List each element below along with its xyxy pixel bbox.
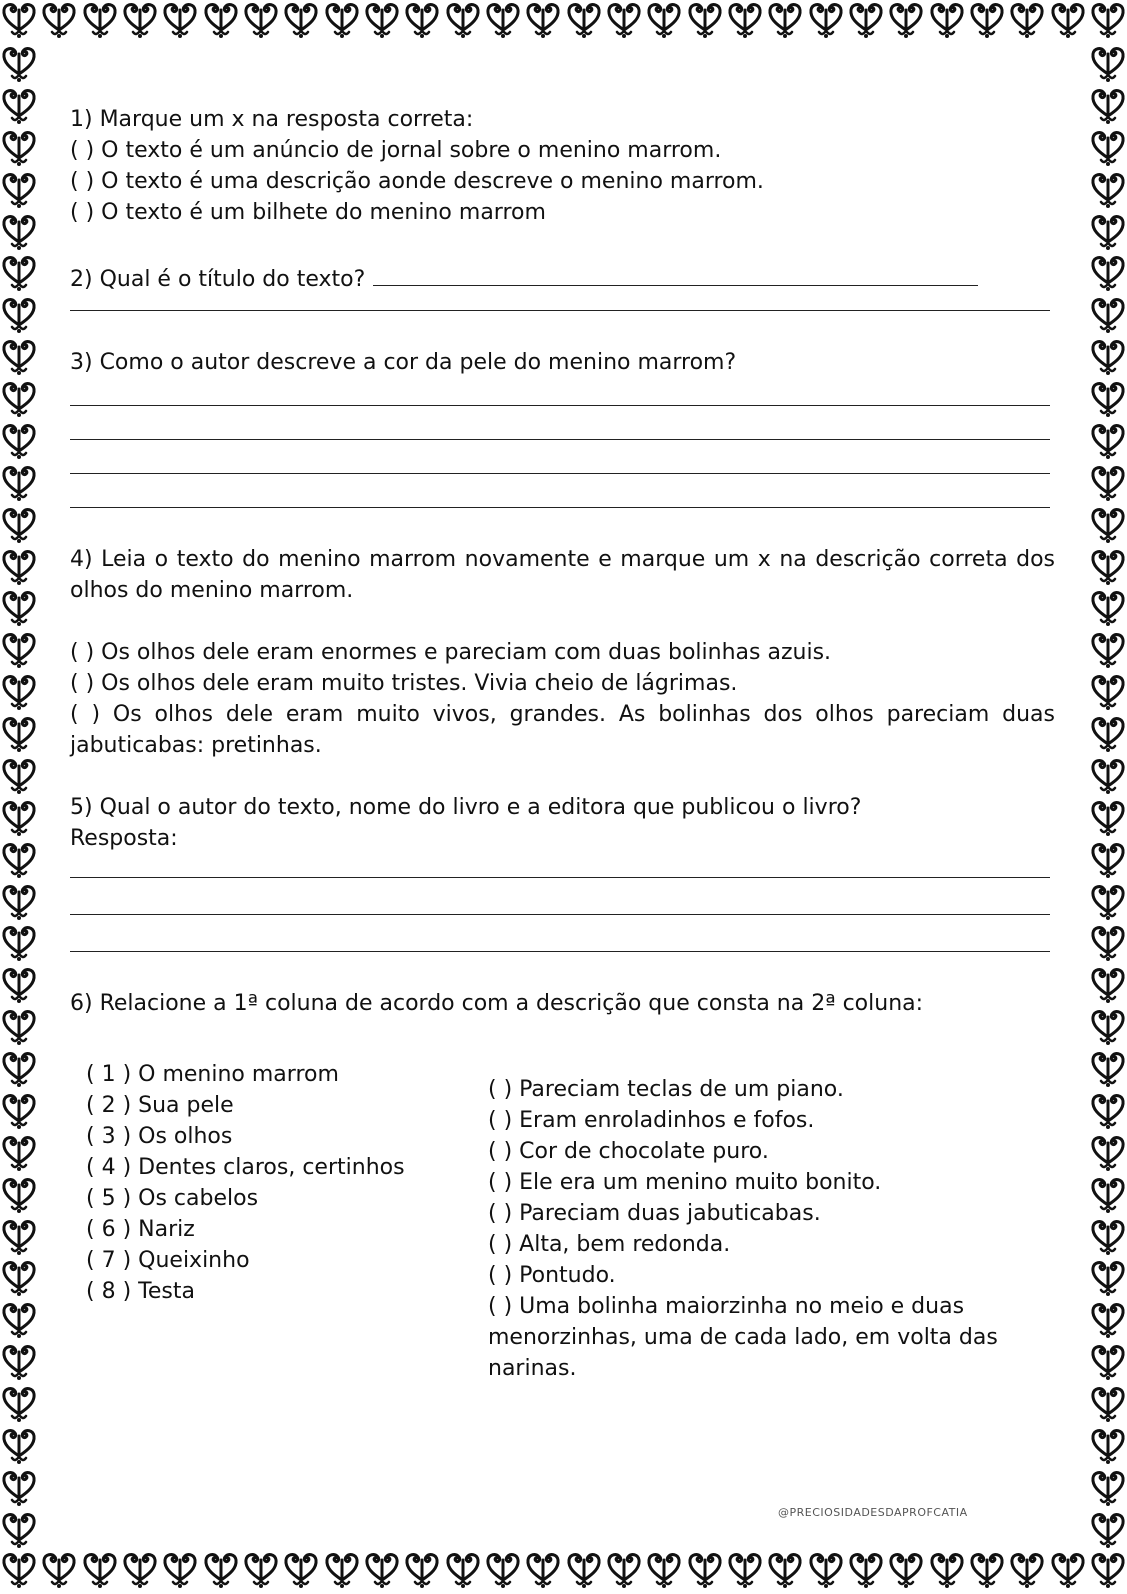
heart-swirl-icon (0, 1091, 38, 1131)
heart-swirl-icon (444, 0, 482, 40)
heart-swirl-icon (1089, 86, 1127, 126)
heart-swirl-icon (1089, 756, 1127, 796)
heart-swirl-icon (282, 1550, 320, 1590)
heart-swirl-icon (1089, 253, 1127, 293)
option-1a[interactable]: ( ) O texto é um anúncio de jornal sobre o menino marrom. (70, 138, 722, 163)
question-3: 3) Como o autor descreve a cor da pele do menino marrom? (70, 350, 737, 375)
heart-swirl-icon (0, 923, 38, 963)
heart-swirl-icon (726, 0, 764, 40)
heart-swirl-icon (1089, 1510, 1127, 1550)
heart-swirl-icon (1089, 1133, 1127, 1173)
heart-swirl-icon (968, 0, 1006, 40)
heart-swirl-icon (0, 1175, 38, 1215)
column-2 (488, 1074, 1033, 1384)
heart-swirl-icon (323, 0, 361, 40)
col2-item[interactable]: ( ) Pontudo. (488, 1263, 616, 1288)
col1-item: ( 5 ) Os cabelos (86, 1186, 259, 1211)
column-1 (86, 1059, 486, 1307)
question-5: 5) Qual o autor do texto, nome do livro e a editora que publicou o livro? (70, 795, 862, 820)
heart-swirl-icon (887, 0, 925, 40)
answer-label: Resposta: (70, 826, 178, 851)
heart-swirl-icon (1089, 1384, 1127, 1424)
heart-swirl-icon (1089, 923, 1127, 963)
option-4b[interactable]: ( ) Os olhos dele eram muito tristes. Vivia cheio de lágrimas. (70, 671, 738, 696)
heart-swirl-icon (0, 170, 38, 210)
heart-swirl-icon (0, 421, 38, 461)
option-1c[interactable]: ( ) O texto é um bilhete do menino marrom (70, 200, 546, 225)
heart-swirl-icon (1089, 1426, 1127, 1466)
heart-swirl-icon (0, 1258, 38, 1298)
heart-swirl-icon (0, 86, 38, 126)
heart-swirl-icon (1008, 0, 1046, 40)
heart-swirl-icon (1008, 1550, 1046, 1590)
worksheet (70, 104, 1055, 1389)
question-1: 1) Marque um x na resposta correta: (70, 107, 474, 132)
option-4c[interactable]: ( ) Os olhos dele eram muito vivos, grandes. As bolinhas dos olhos pareciam duas jabuticabas: pretinhas. (70, 702, 1055, 758)
heart-swirl-icon (1089, 1049, 1127, 1089)
heart-swirl-icon (1089, 1175, 1127, 1215)
heart-swirl-icon (81, 1550, 119, 1590)
heart-swirl-icon (0, 295, 38, 335)
heart-swirl-icon (81, 0, 119, 40)
heart-swirl-icon (1089, 44, 1127, 84)
heart-swirl-icon (686, 0, 724, 40)
heart-swirl-icon (565, 0, 603, 40)
heart-swirl-icon (1089, 588, 1127, 628)
heart-swirl-icon (968, 1550, 1006, 1590)
heart-swirl-icon (0, 0, 38, 40)
heart-swirl-icon (565, 1550, 603, 1590)
col1-item: ( 6 ) Nariz (86, 1217, 195, 1242)
option-1b[interactable]: ( ) O texto é uma descrição aonde descreve o menino marrom. (70, 169, 764, 194)
question-2-text: 2) Qual é o título do texto? (70, 267, 366, 292)
heart-swirl-icon (0, 547, 38, 587)
heart-swirl-icon (847, 0, 885, 40)
heart-swirl-icon (0, 379, 38, 419)
heart-swirl-icon (0, 1468, 38, 1508)
col2-item[interactable]: ( ) Cor de chocolate puro. (488, 1139, 769, 1164)
heart-swirl-icon (1089, 463, 1127, 503)
heart-swirl-icon (0, 44, 38, 84)
heart-swirl-icon (1089, 212, 1127, 252)
heart-swirl-icon (0, 588, 38, 628)
heart-swirl-icon (0, 1384, 38, 1424)
heart-swirl-icon (1089, 421, 1127, 461)
heart-swirl-icon (1089, 714, 1127, 754)
heart-swirl-icon (1089, 1300, 1127, 1340)
heart-swirl-icon (1089, 0, 1127, 40)
heart-swirl-icon (645, 0, 683, 40)
answer-line[interactable] (373, 263, 978, 286)
heart-swirl-icon (1089, 1217, 1127, 1257)
heart-swirl-icon (524, 0, 562, 40)
option-4a[interactable]: ( ) Os olhos dele eram enormes e pareciam com duas bolinhas azuis. (70, 640, 832, 665)
heart-swirl-icon (1089, 170, 1127, 210)
heart-swirl-icon (323, 1550, 361, 1590)
heart-swirl-icon (0, 1133, 38, 1173)
question-2 (70, 263, 1055, 295)
heart-swirl-icon (0, 1510, 38, 1550)
col2-item[interactable]: ( ) Eram enroladinhos e fofos. (488, 1108, 815, 1133)
heart-swirl-icon (605, 0, 643, 40)
heart-swirl-icon (1089, 882, 1127, 922)
heart-swirl-icon (1089, 965, 1127, 1005)
heart-swirl-icon (0, 840, 38, 880)
heart-swirl-icon (1089, 840, 1127, 880)
col1-item: ( 2 ) Sua pele (86, 1093, 234, 1118)
question-4: 4) Leia o texto do menino marrom novamente e marque um x na descrição correta dos olhos do menino marrom. (70, 547, 1055, 603)
border-left (0, 44, 38, 1550)
heart-swirl-icon (1089, 798, 1127, 838)
heart-swirl-icon (1089, 1258, 1127, 1298)
heart-swirl-icon (1089, 1091, 1127, 1131)
heart-swirl-icon (1089, 1007, 1127, 1047)
col1-item: ( 4 ) Dentes claros, certinhos (86, 1155, 405, 1180)
col1-item: ( 8 ) Testa (86, 1279, 195, 1304)
heart-swirl-icon (363, 1550, 401, 1590)
heart-swirl-icon (1049, 1550, 1087, 1590)
heart-swirl-icon (161, 0, 199, 40)
heart-swirl-icon (605, 1550, 643, 1590)
heart-swirl-icon (202, 1550, 240, 1590)
heart-swirl-icon (0, 1217, 38, 1257)
heart-swirl-icon (1089, 672, 1127, 712)
heart-swirl-icon (1049, 0, 1087, 40)
heart-swirl-icon (282, 0, 320, 40)
heart-swirl-icon (0, 1007, 38, 1047)
col2-item[interactable]: ( ) Ele era um menino muito bonito. (488, 1170, 882, 1195)
col1-item: ( 1 ) O menino marrom (86, 1062, 339, 1087)
heart-swirl-icon (928, 0, 966, 40)
heart-swirl-icon (403, 1550, 441, 1590)
heart-swirl-icon (847, 1550, 885, 1590)
heart-swirl-icon (0, 463, 38, 503)
heart-swirl-icon (0, 1049, 38, 1089)
heart-swirl-icon (0, 756, 38, 796)
heart-swirl-icon (524, 1550, 562, 1590)
heart-swirl-icon (766, 1550, 804, 1590)
heart-swirl-icon (0, 337, 38, 377)
heart-swirl-icon (0, 882, 38, 922)
border-right (1089, 44, 1127, 1550)
heart-swirl-icon (0, 1300, 38, 1340)
heart-swirl-icon (1089, 1468, 1127, 1508)
heart-swirl-icon (484, 1550, 522, 1590)
heart-swirl-icon (161, 1550, 199, 1590)
heart-swirl-icon (121, 1550, 159, 1590)
heart-swirl-icon (807, 1550, 845, 1590)
col2-item[interactable]: ( ) Pareciam duas jabuticabas. (488, 1201, 821, 1226)
heart-swirl-icon (484, 0, 522, 40)
heart-swirl-icon (766, 0, 804, 40)
heart-swirl-icon (0, 505, 38, 545)
heart-swirl-icon (807, 0, 845, 40)
heart-swirl-icon (1089, 630, 1127, 670)
heart-swirl-icon (0, 630, 38, 670)
heart-swirl-icon (242, 1550, 280, 1590)
heart-swirl-icon (0, 1342, 38, 1382)
heart-swirl-icon (1089, 505, 1127, 545)
heart-swirl-icon (645, 1550, 683, 1590)
heart-swirl-icon (928, 1550, 966, 1590)
col2-item[interactable]: ( ) Alta, bem redonda. (488, 1232, 731, 1257)
heart-swirl-icon (0, 128, 38, 168)
heart-swirl-icon (1089, 379, 1127, 419)
heart-swirl-icon (0, 253, 38, 293)
col2-item[interactable]: ( ) Pareciam teclas de um piano. (488, 1077, 844, 1102)
heart-swirl-icon (0, 1550, 38, 1590)
col1-item: ( 3 ) Os olhos (86, 1124, 233, 1149)
heart-swirl-icon (1089, 1342, 1127, 1382)
heart-swirl-icon (686, 1550, 724, 1590)
heart-swirl-icon (363, 0, 401, 40)
heart-swirl-icon (0, 672, 38, 712)
heart-swirl-icon (1089, 1550, 1127, 1590)
heart-swirl-icon (0, 212, 38, 252)
matching-columns (70, 1059, 1055, 1389)
border-bottom (0, 1550, 1127, 1594)
col1-item: ( 7 ) Queixinho (86, 1248, 250, 1273)
heart-swirl-icon (242, 0, 280, 40)
heart-swirl-icon (0, 714, 38, 754)
heart-swirl-icon (444, 1550, 482, 1590)
heart-swirl-icon (202, 0, 240, 40)
heart-swirl-icon (1089, 128, 1127, 168)
heart-swirl-icon (121, 0, 159, 40)
heart-swirl-icon (40, 0, 78, 40)
watermark: @PRECIOSIDADESDAPROFCATIA (778, 1506, 968, 1519)
col2-item[interactable]: ( ) Uma bolinha maiorzinha no meio e duas menorzinhas, uma de cada lado, em volta das narinas. (488, 1294, 998, 1381)
heart-swirl-icon (887, 1550, 925, 1590)
question-6: 6) Relacione a 1ª coluna de acordo com a descrição que consta na 2ª coluna: (70, 991, 924, 1016)
heart-swirl-icon (0, 965, 38, 1005)
heart-swirl-icon (1089, 547, 1127, 587)
heart-swirl-icon (0, 1426, 38, 1466)
heart-swirl-icon (40, 1550, 78, 1590)
heart-swirl-icon (1089, 337, 1127, 377)
heart-swirl-icon (403, 0, 441, 40)
heart-swirl-icon (726, 1550, 764, 1590)
border-top (0, 0, 1127, 44)
heart-swirl-icon (1089, 295, 1127, 335)
heart-swirl-icon (0, 798, 38, 838)
